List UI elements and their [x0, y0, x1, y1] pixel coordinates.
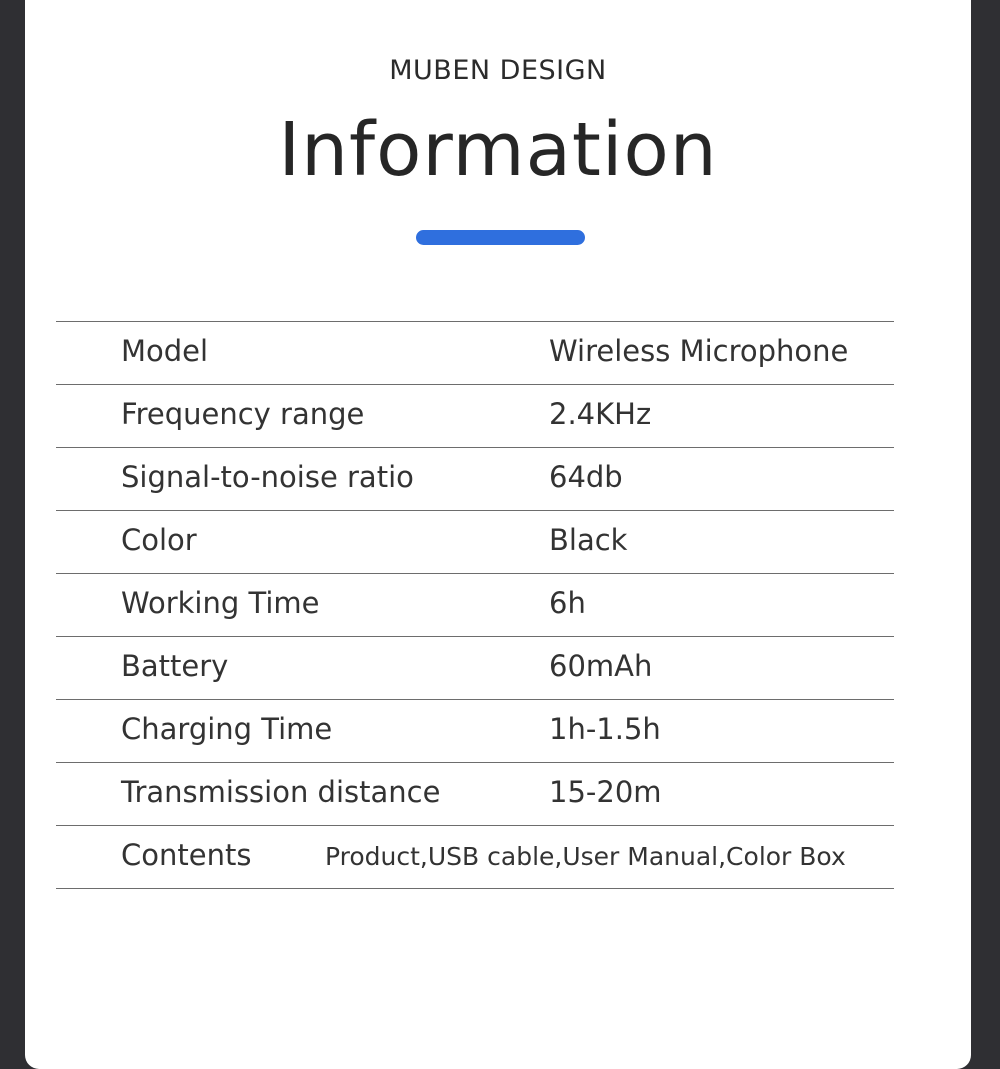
- spec-value: 15-20m: [549, 775, 662, 809]
- spec-row-model: [56, 322, 894, 385]
- spec-label: Contents: [121, 838, 252, 872]
- page-title: Information: [278, 107, 718, 193]
- spec-value: 60mAh: [549, 649, 653, 683]
- spec-row-contents: [56, 826, 894, 889]
- spec-row-battery: [56, 637, 894, 700]
- spec-row-color: [56, 511, 894, 574]
- spec-value: Wireless Microphone: [549, 334, 849, 368]
- info-card: [25, 0, 971, 1069]
- spec-label: Color: [121, 523, 197, 557]
- spec-value: 6h: [549, 586, 586, 620]
- spec-label: Model: [121, 334, 209, 368]
- accent-divider: [416, 230, 585, 245]
- spec-value: 64db: [549, 460, 623, 494]
- spec-value: 2.4KHz: [549, 397, 652, 431]
- spec-row-frequency-range: [56, 385, 894, 448]
- spec-value: Product,USB cable,User Manual,Color Box: [325, 842, 846, 871]
- brand-name: MUBEN DESIGN: [389, 55, 607, 86]
- spec-row-transmission-distance: [56, 763, 894, 826]
- spec-label: Battery: [121, 649, 229, 683]
- spec-value: 1h-1.5h: [549, 712, 661, 746]
- spec-label: Charging Time: [121, 712, 333, 746]
- spec-label: Working Time: [121, 586, 320, 620]
- spec-table: [56, 321, 894, 889]
- spec-value: Black: [549, 523, 628, 557]
- spec-row-working-time: [56, 574, 894, 637]
- spec-label: Frequency range: [121, 397, 365, 431]
- spec-row-signal-to-noise: [56, 448, 894, 511]
- spec-label: Signal-to-noise ratio: [121, 460, 414, 494]
- spec-label: Transmission distance: [121, 775, 441, 809]
- spec-row-charging-time: [56, 700, 894, 763]
